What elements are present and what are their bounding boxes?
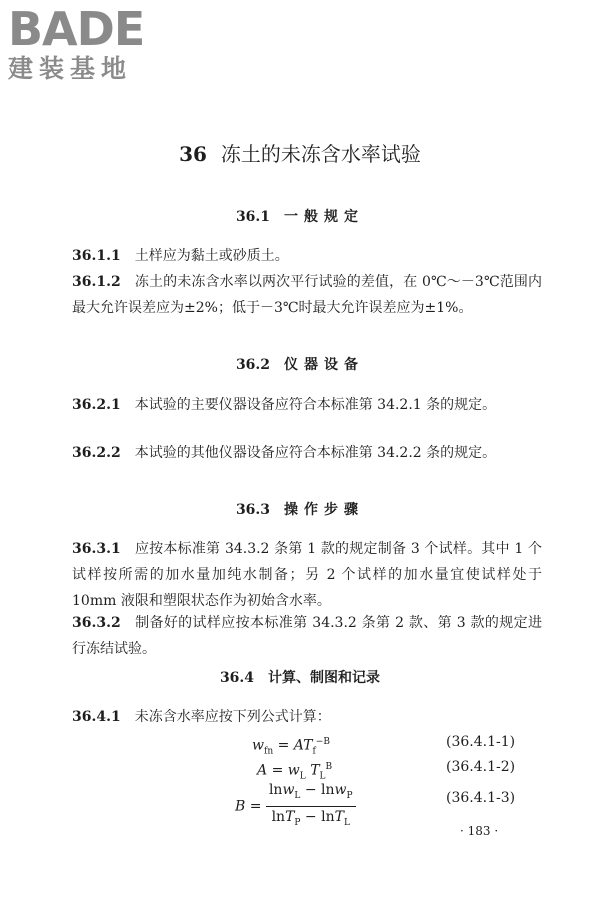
clause-number: 36.2.1 (72, 397, 121, 413)
page-number: · 183 · (460, 824, 499, 838)
clause-number: 36.3.1 (72, 541, 121, 557)
formula-36-4-1-3: B = $\frac{\ln w_L - \ln w_P}{\ln T_P - \ln T_L}$ (235, 780, 356, 833)
clause-text: 土样应为黏土或砂质土。 (134, 248, 289, 264)
clause-36-1-2 (72, 269, 542, 321)
clause-number: 36.1.2 (72, 274, 121, 290)
chapter-title (0, 140, 600, 168)
clause-36-2-2 (72, 440, 542, 466)
clause-36-2-1 (72, 392, 542, 418)
section-title: 仪器设备 (284, 357, 365, 373)
clause-text: 应按本标准第 34.3.2 条第 1 款的规定制备 3 个试样。其中 1 个试样按所需的加水量加纯水制备；另 2 个试样的加水量宜使试样处于 10mm 液限和塑限状态作为初始含水率。 (72, 541, 542, 609)
clause-number: 36.1.1 (72, 248, 121, 264)
section-heading-36-3 (0, 500, 600, 520)
section-number: 36.3 (235, 502, 271, 518)
formula-number: (36.4.1-3) (446, 790, 516, 806)
clause-36-4-1 (72, 704, 542, 730)
clause-text: 制备好的试样应按本标准第 34.3.2 条第 2 款、第 3 款的规定进行冻结试验。 (72, 615, 542, 657)
clause-text: 未冻含水率应按下列公式计算： (134, 709, 331, 725)
clause-36-1-1 (72, 243, 542, 269)
formula-36-4-1-2: $A = w_L$ $T_L^B$ (257, 762, 333, 782)
formula-36-4-1-1: $w_{fn} = AT_f^{-B}$ (252, 737, 330, 757)
section-number: 36.1 (235, 209, 271, 225)
section-title: 一般规定 (284, 209, 365, 225)
clause-36-3-1 (72, 536, 542, 614)
clause-text: 冻土的未冻含水率以两次平行试验的差值，在 0℃～－3℃范围内最大允许误差应为±2%；低于－3℃时最大允许误差应为±1%。 (72, 274, 542, 316)
section-heading-36-1 (0, 207, 600, 227)
formula-number: (36.4.1-2) (446, 759, 516, 775)
section-title: 操作步骤 (284, 502, 365, 518)
publisher-logo (8, 2, 178, 88)
chapter-number: 36 (179, 142, 207, 166)
clause-number: 36.3.2 (72, 615, 121, 631)
section-number: 36.4 (219, 670, 255, 686)
clause-text: 本试验的主要仪器设备应符合本标准第 34.2.1 条的规定。 (134, 397, 497, 413)
clause-number: 36.4.1 (72, 709, 121, 725)
clause-text: 本试验的其他仪器设备应符合本标准第 34.2.2 条的规定。 (134, 445, 497, 461)
section-number: 36.2 (235, 357, 271, 373)
clause-36-3-2 (72, 610, 542, 662)
logo-wordmark: BADE (8, 2, 145, 56)
section-heading-36-4 (0, 668, 600, 688)
chapter-name: 冻土的未冻含水率试验 (220, 142, 421, 166)
formula-number: (36.4.1-1) (446, 734, 516, 750)
clause-number: 36.2.2 (72, 445, 121, 461)
section-heading-36-2 (0, 355, 600, 375)
logo-subtitle: 建装基地 (8, 54, 133, 83)
section-title: 计算、制图和记录 (268, 670, 381, 686)
